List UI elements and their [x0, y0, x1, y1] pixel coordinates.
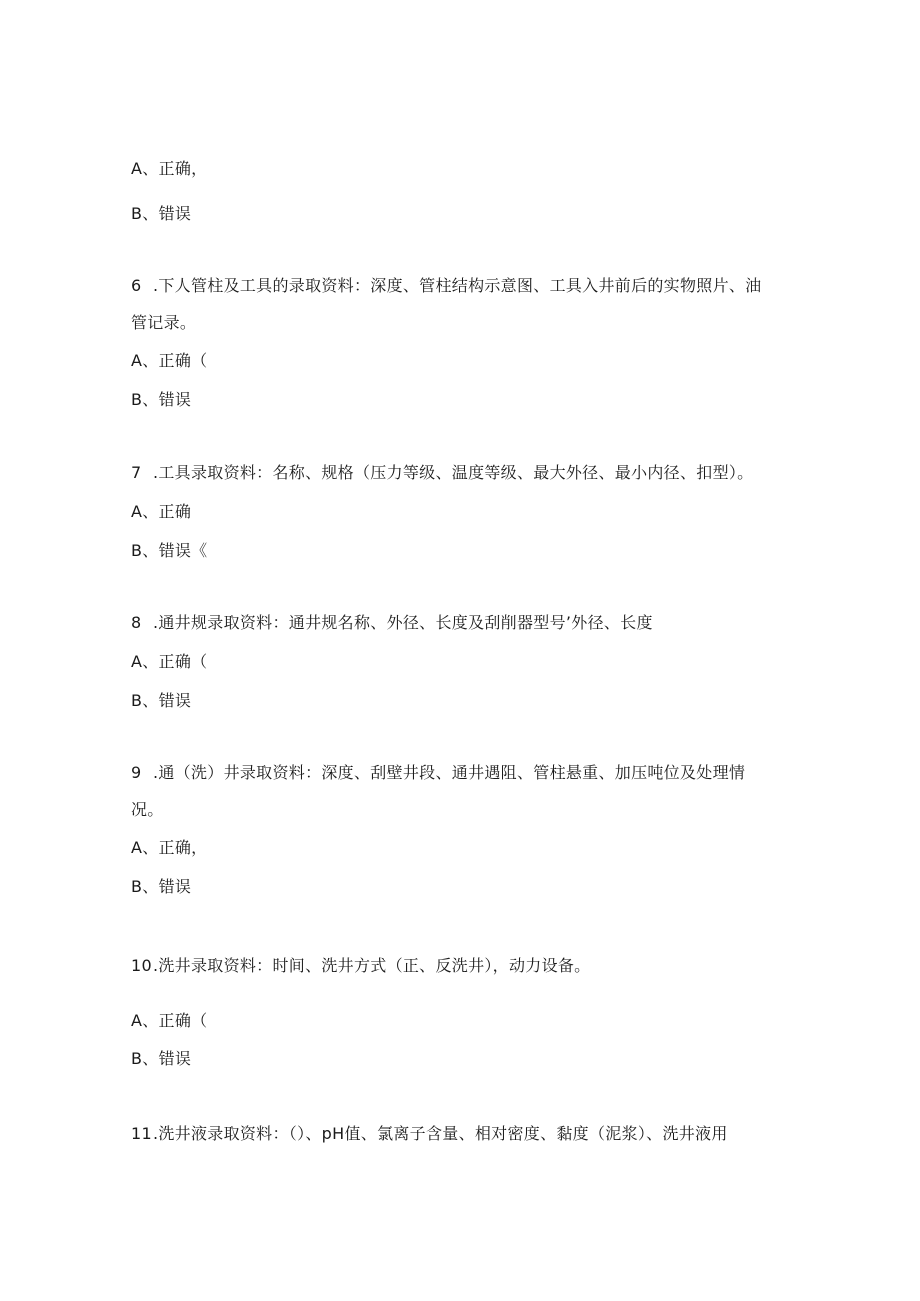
question-number: 9 [131, 763, 142, 782]
question-text: .洗井录取资料：时间、洗井方式（正、反洗井），动力设备。 [153, 956, 591, 975]
option-a-q10: A、正确（ [131, 1011, 208, 1030]
question-text: .通（洗）井录取资料：深度、刮壁井段、通井遇阻、管柱悬重、加压吨位及处理情 [153, 763, 746, 782]
question-7 [131, 462, 754, 484]
question-text: .通井规录取资料：通井规名称、外径、长度及刮削器型号’外径、长度 [153, 613, 653, 632]
option-b-q7: B、错误《 [131, 541, 208, 560]
question-6-continuation: 管记录。 [131, 313, 197, 332]
option-a-q5: A、正确， [131, 159, 208, 178]
question-6 [131, 275, 762, 297]
question-number: 8 [131, 613, 142, 632]
option-b-q5: B、错误 [131, 204, 192, 223]
option-b-q8: B、错误 [131, 691, 192, 710]
option-a-q6: A、正确（ [131, 351, 208, 370]
option-b-q10: B、错误 [131, 1049, 192, 1068]
question-8 [131, 612, 653, 634]
question-10 [131, 955, 591, 977]
question-text: .工具录取资料：名称、规格（压力等级、温度等级、最大外径、最小内径、扣型）。 [153, 463, 754, 482]
question-number: 11 [131, 1124, 152, 1143]
option-a-q8: A、正确（ [131, 652, 208, 671]
question-11 [131, 1123, 728, 1145]
option-a-q9: A、正确， [131, 838, 208, 857]
option-b-q9: B、错误 [131, 877, 192, 896]
question-9-continuation: 况。 [131, 800, 164, 819]
question-text: .洗井液录取资料：（）、pH值、氯离子含量、相对密度、黏度（泥浆）、洗井液用 [153, 1124, 728, 1143]
question-number: 10 [131, 956, 152, 975]
question-number: 7 [131, 463, 142, 482]
question-text: .下人管柱及工具的录取资料：深度、管柱结构示意图、工具入井前后的实物照片、油 [153, 276, 762, 295]
option-b-q6: B、错误 [131, 390, 192, 409]
question-9 [131, 762, 745, 784]
option-a-q7: A、正确 [131, 502, 192, 521]
question-number: 6 [131, 276, 142, 295]
